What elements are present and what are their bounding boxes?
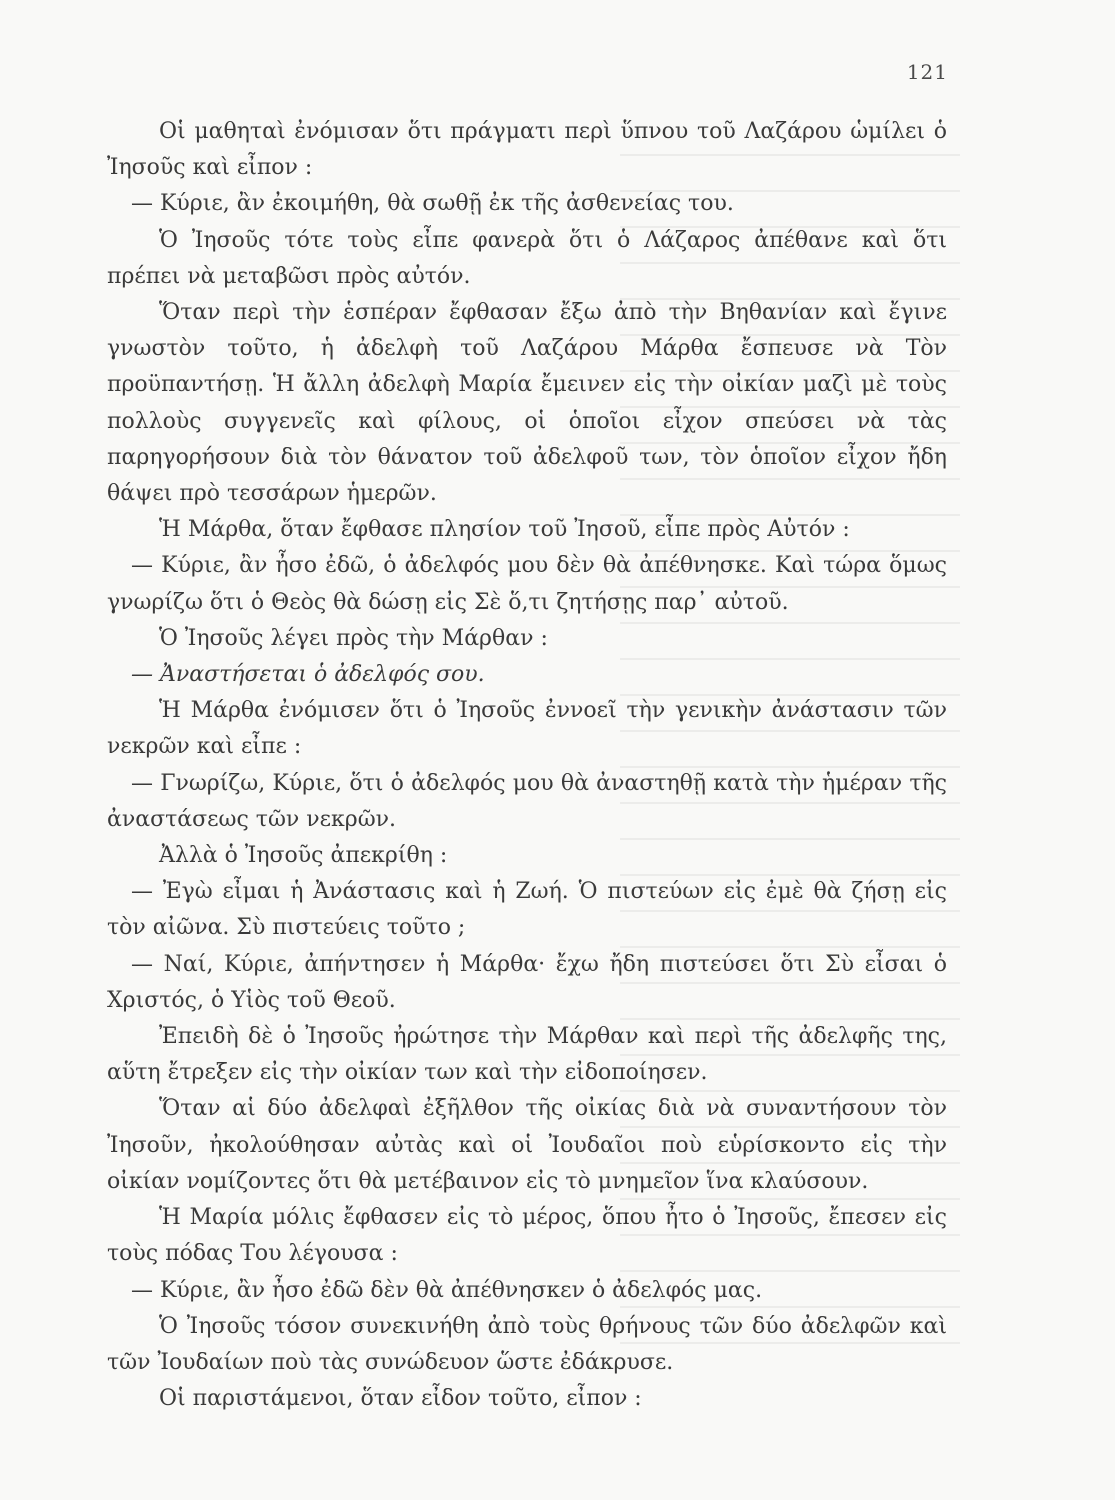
paragraph: Ὁ Ἰησοῦς τότε τοὺς εἶπε φανερὰ ὅτι ὁ Λάζαρος ἀπέθανε καὶ ὅτι πρέπει νὰ μεταβῶσι πρὸς αὐτόν. [107,227,947,289]
dialogue-line: — Ἐγὼ εἶμαι ἡ Ἀνάστασις καὶ ἡ Ζωή. Ὁ πιστεύων εἰς ἐμὲ θὰ ζήσῃ εἰς τὸν αἰῶνα. Σὺ πιστεύεις τοῦτο ; [107,879,947,941]
paragraph: Ὁ Ἰησοῦς τόσον συνεκινήθη ἀπὸ τοὺς θρήνους τῶν δύο ἀδελφῶν καὶ τῶν Ἰουδαίων ποὺ τὰς συνώδευον ὥστε ἐδάκρυσε. [107,1313,947,1375]
dialogue-line: — Κύριε, ἂν ἦσο ἐδῶ δὲν θὰ ἀπέθνησκεν ὁ ἀδελφός μας. [131,1277,763,1303]
dialogue-line: — Ναί, Κύριε, ἀπήντησεν ἡ Μάρθα· ἔχω ἤδη πιστεύσει ὅτι Σὺ εἶσαι ὁ Χριστός, ὁ Υἱὸς τοῦ Θεοῦ. [107,951,947,1013]
paragraph: Ὅταν αἱ δύο ἀδελφαὶ ἐξῆλθον τῆς οἰκίας διὰ νὰ συναντήσουν τὸν Ἰησοῦν, ἠκολούθησαν αὐτὰς καὶ οἱ Ἰουδαῖοι ποὺ εὑρίσκοντο εἰς τὴν οἰκίαν νομίζοντες ὅτι θὰ μετέβαινον εἰς τὸ μνημεῖον ἵνα κλαύσουν. [107,1096,947,1194]
paragraph: Ὁ Ἰησοῦς λέγει πρὸς τὴν Μάρθαν : [159,625,548,651]
paragraph: Οἱ μαθηταὶ ἐνόμισαν ὅτι πράγματι περὶ ὕπνου τοῦ Λαζάρου ὡμίλει ὁ Ἰησοῦς καὶ εἶπον : [107,119,947,181]
paragraph: Ἡ Μάρθα ἐνόμισεν ὅτι ὁ Ἰησοῦς ἐννοεῖ τὴν γενικὴν ἀνάστασιν τῶν νεκρῶν καὶ εἶπε : [107,698,947,760]
paragraph: Οἱ παριστάμενοι, ὅταν εἶδον τοῦτο, εἶπον : [159,1386,642,1412]
paragraph: Ἡ Μαρία μόλις ἔφθασεν εἰς τὸ μέρος, ὅπου ἦτο ὁ Ἰησοῦς, ἔπεσεν εἰς τοὺς πόδας Του λέγουσα : [107,1205,947,1267]
page-number: 121 [906,60,948,84]
paragraph: Ἡ Μάρθα, ὅταν ἔφθασε πλησίον τοῦ Ἰησοῦ, εἶπε πρὸς Αὐτόν : [159,517,850,543]
dialogue-line: — Γνωρίζω, Κύριε, ὅτι ὁ ἀδελφός μου θὰ ἀναστηθῇ κατὰ τὴν ἡμέραν τῆς ἀναστάσεως τῶν νεκρῶν. [107,770,947,832]
paragraph: Ἀλλὰ ὁ Ἰησοῦς ἀπεκρίθη : [159,843,448,869]
text-body [107,114,947,1417]
dialogue-line: — Κύριε, ἂν ἦσο ἐδῶ, ὁ ἀδελφός μου δὲν θὰ ἀπέθνησκε. Καὶ τώρα ὅμως γνωρίζω ὅτι ὁ Θεὸς θὰ δώσῃ εἰς Σὲ ὅ,τι ζητήσῃς παρ᾿ αὐτοῦ. [107,553,947,615]
paragraph: Ἐπειδὴ δὲ ὁ Ἰησοῦς ἠρώτησε τὴν Μάρθαν καὶ περὶ τῆς ἀδελφῆς της, αὕτη ἔτρεξεν εἰς τὴν οἰκίαν των καὶ τὴν εἰδοποίησεν. [107,1024,947,1086]
paragraph: Ὅταν περὶ τὴν ἑσπέραν ἔφθασαν ἔξω ἀπὸ τὴν Βηθανίαν καὶ ἔγινε γνωστὸν τοῦτο, ἡ ἀδελφὴ τοῦ Λαζάρου Μάρθα ἔσπευσε νὰ Τὸν προϋπαντήσῃ. Ἡ ἄλλη ἀδελφὴ Μαρία ἔμεινεν εἰς τὴν οἰκίαν μαζὶ μὲ τοὺς πολλοὺς συγγενεῖς καὶ φίλους, οἱ ὁποῖοι εἶχον σπεύσει νὰ τὰς παρηγορήσουν διὰ τὸν θάνατον τοῦ ἀδελφοῦ των, τὸν ὁποῖον εἶχον ἤδη θάψει πρὸ τεσσάρων ἡμερῶν. [107,300,947,507]
dialogue-line-italic: — Ἀναστήσεται ὁ ἀδελφός σου. [131,662,485,688]
dialogue-line: — Κύριε, ἂν ἐκοιμήθη, θὰ σωθῇ ἐκ τῆς ἀσθενείας του. [131,191,734,217]
